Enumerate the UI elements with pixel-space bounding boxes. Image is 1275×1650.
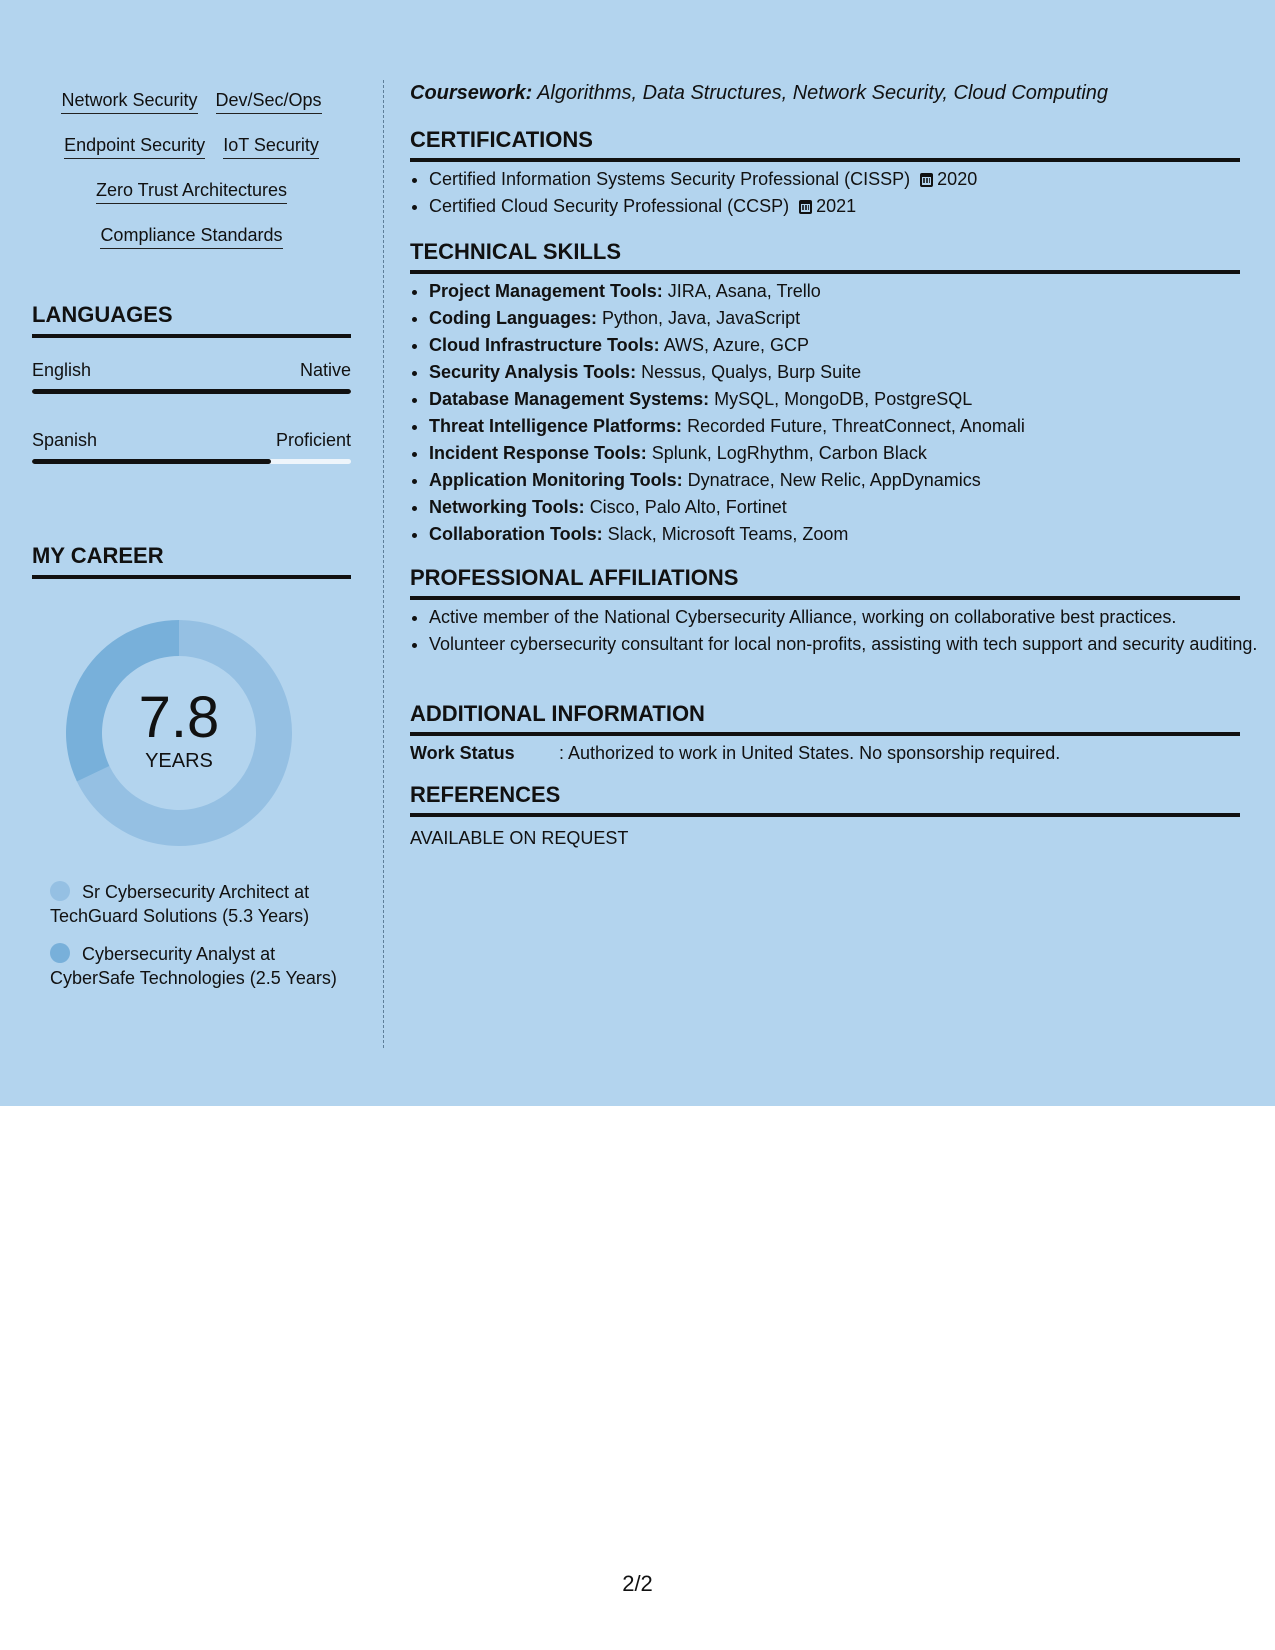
languages-title: LANGUAGES (32, 300, 351, 338)
skill-category: Incident Response Tools: (429, 443, 647, 463)
skill-values: Slack, Microsoft Teams, Zoom (607, 524, 849, 544)
language-bar-english (32, 389, 351, 394)
certification-item (429, 193, 1259, 220)
affiliation-item: • Volunteer cybersecurity consultant for local non-profits, assisting with tech support and security auditing. (429, 632, 1259, 656)
legend-dot-icon (50, 881, 70, 901)
language-name: English (32, 360, 92, 380)
career-legend (50, 880, 340, 1004)
certification-year: 2021 (816, 196, 857, 216)
language-bar-spanish (32, 459, 351, 464)
column-divider (383, 80, 384, 1048)
skill-category: Threat Intelligence Platforms: (429, 416, 683, 436)
technical-skill-item (429, 494, 1259, 521)
language-row-english (32, 358, 351, 382)
skill-category: Cloud Infrastructure Tools: (429, 335, 660, 355)
work-status-label: Work Status (410, 743, 515, 763)
skill-tags (32, 88, 351, 268)
skill-values: Splunk, LogRhythm, Carbon Black (651, 443, 927, 463)
language-level: Proficient (275, 430, 351, 450)
technical-skill-item (429, 467, 1259, 494)
certifications-title: CERTIFICATIONS (410, 125, 1240, 162)
skill-tag: Dev/Sec/Ops (216, 88, 322, 114)
career-donut-chart (66, 620, 292, 846)
skill-values: Recorded Future, ThreatConnect, Anomali (687, 416, 1025, 436)
career-total-value: 7.8 (138, 685, 220, 750)
affiliations-title: PROFESSIONAL AFFILIATIONS (410, 563, 1240, 600)
technical-skill-item (429, 278, 1259, 305)
skill-values: AWS, Azure, GCP (663, 335, 810, 355)
skill-tag: Endpoint Security (64, 133, 205, 159)
skill-values: Dynatrace, New Relic, AppDynamics (687, 470, 981, 490)
skill-values: JIRA, Asana, Trello (667, 281, 821, 301)
technical-skill-item (429, 413, 1259, 440)
affiliation-item: • Active member of the National Cybersecurity Alliance, working on collaborative best practices. (429, 605, 1259, 629)
donut-center (66, 620, 292, 846)
references-title: REFERENCES (410, 780, 1240, 817)
technical-skills-title: TECHNICAL SKILLS (410, 237, 1240, 274)
skill-category: Application Monitoring Tools: (429, 470, 683, 490)
certification-year: 2020 (937, 169, 978, 189)
skill-category: Project Management Tools: (429, 281, 663, 301)
page-number: 2/2 (622, 1571, 653, 1596)
calendar-icon (799, 200, 812, 214)
career-title: MY CAREER (32, 541, 351, 579)
legend-label: Cybersecurity Analyst at CyberSafe Technologies (2.5 Years) (50, 944, 337, 988)
certification-item (429, 166, 1259, 193)
skill-category: Collaboration Tools: (429, 524, 603, 544)
technical-skill-item (429, 332, 1259, 359)
references-text: AVAILABLE ON REQUEST (410, 828, 629, 848)
certification-name: Certified Cloud Security Professional (CCSP) (429, 196, 790, 216)
affiliations-list (410, 605, 1259, 656)
skill-tag-row (32, 178, 351, 223)
coursework-label: Coursework: (410, 82, 533, 104)
skill-category: Networking Tools: (429, 497, 585, 517)
additional-info-title: ADDITIONAL INFORMATION (410, 699, 1240, 736)
technical-skill-item (429, 521, 1259, 548)
coursework (410, 79, 1108, 107)
language-level: Native (299, 360, 351, 380)
skill-values: Python, Java, JavaScript (602, 308, 801, 328)
technical-skill-item (429, 440, 1259, 467)
legend-label: Sr Cybersecurity Architect at TechGuard Solutions (5.3 Years) (50, 882, 310, 926)
career-total-unit: YEARS (145, 750, 213, 772)
certifications-list (410, 166, 1259, 220)
skill-category: Coding Languages: (429, 308, 597, 328)
technical-skills-list (410, 278, 1259, 548)
skill-tag: Compliance Standards (100, 223, 282, 249)
technical-skill-item (429, 359, 1259, 386)
work-status-value: : Authorized to work in United States. No sponsorship required. (559, 743, 1061, 763)
legend-item (50, 880, 340, 928)
skill-tag-row (32, 88, 351, 133)
skill-values: Cisco, Palo Alto, Fortinet (589, 497, 787, 517)
language-row-spanish (32, 428, 351, 452)
calendar-icon (920, 173, 933, 187)
language-bar-fill (32, 459, 271, 464)
work-status (410, 741, 1060, 765)
skill-tag-row (32, 133, 351, 178)
language-name: Spanish (32, 430, 98, 450)
skill-tag: Network Security (61, 88, 197, 114)
skill-tag: Zero Trust Architectures (96, 178, 287, 204)
skill-tag: IoT Security (223, 133, 319, 159)
technical-skill-item (429, 386, 1259, 413)
skill-tag-row (32, 223, 351, 268)
skill-category: Database Management Systems: (429, 389, 710, 409)
coursework-text: Algorithms, Data Structures, Network Security, Cloud Computing (537, 82, 1109, 104)
language-bar-fill (32, 389, 351, 394)
legend-dot-icon (50, 943, 70, 963)
skill-category: Security Analysis Tools: (429, 362, 637, 382)
technical-skill-item (429, 305, 1259, 332)
legend-item (50, 942, 340, 990)
skill-values: Nessus, Qualys, Burp Suite (641, 362, 862, 382)
skill-values: MySQL, MongoDB, PostgreSQL (714, 389, 973, 409)
certification-name: Certified Information Systems Security Professional (CISSP) (429, 169, 911, 189)
